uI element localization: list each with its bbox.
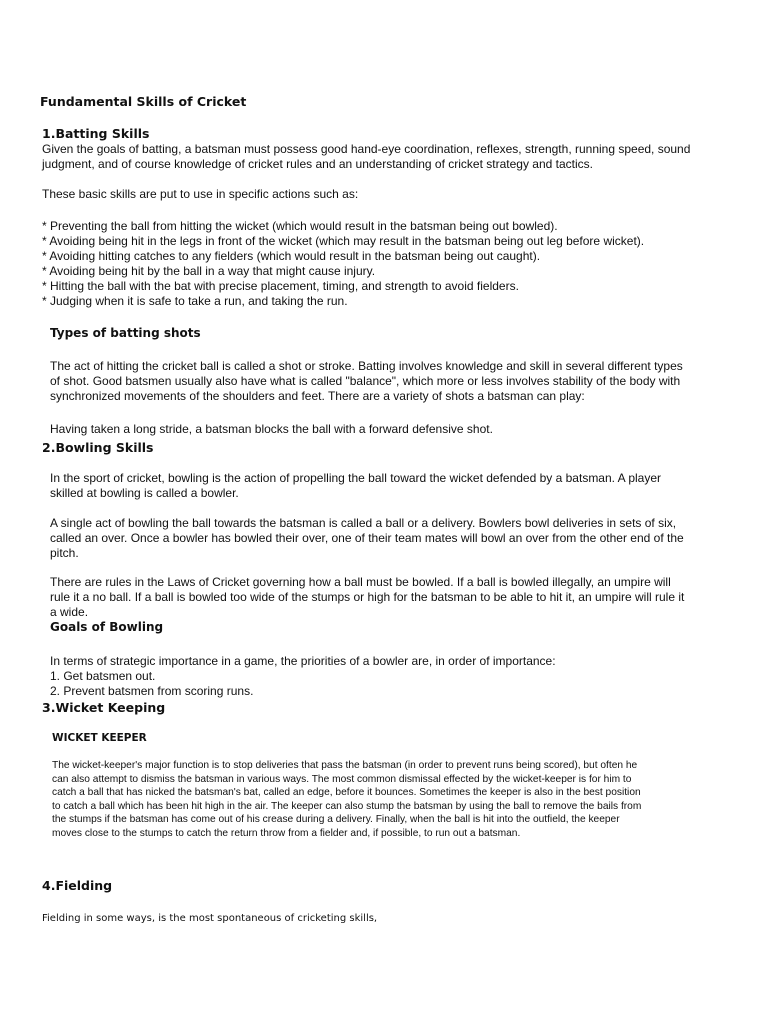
batting-uses-intro: These basic skills are put to use in specific actions such as: (42, 187, 359, 201)
paragraph-line: The wicket-keeper's major function is to stop deliveries that pass the batsman (in order to prevent runs being scored), but often he (52, 760, 638, 771)
list-item: * Avoiding being hit by the ball in a way that might cause injury. (42, 264, 376, 278)
fielding-heading: 4.Fielding (42, 878, 113, 893)
list-item: * Hitting the ball with the bat with precise placement, timing, and strength to avoid fielders. (42, 279, 519, 293)
list-item: * Avoiding being hit in the legs in front of the wicket (which may result in the batsman being out leg before wicket). (42, 234, 645, 248)
paragraph-line: In terms of strategic importance in a game, the priorities of a bowler are, in order of importance: (50, 654, 556, 668)
paragraph-line: moves close to the stumps to catch the return throw from a fielder and, if possible, to run out a batsman. (52, 827, 521, 839)
wicket-keeper-text (52, 759, 641, 840)
batting-heading: 1.Batting Skills (42, 126, 150, 141)
batting-stride-text: Having taken a long stride, a batsman blocks the ball with a forward defensive shot. (50, 422, 493, 436)
batting-shots-text (50, 359, 683, 404)
paragraph-line: There are rules in the Laws of Cricket governing how a ball must be bowled. If a ball is bowled illegally, an umpire will (50, 575, 671, 589)
list-item: * Judging when it is safe to take a run, and taking the run. (42, 294, 348, 308)
batting-actions-list (42, 219, 644, 309)
batting-intro-line: judgment, and of course knowledge of cricket rules and an understanding of cricket strategy and tactics. (42, 157, 593, 171)
bowling-paragraph-1 (50, 471, 661, 501)
list-item: 2. Prevent batsmen from scoring runs. (50, 684, 254, 698)
paragraph-line: of shot. Good batsmen usually also have what is called "balance", which more or less involves stability of the body with (50, 374, 681, 388)
bowling-goals-heading: Goals of Bowling (50, 620, 164, 634)
paragraph-line: skilled at bowling is called a bowler. (50, 486, 239, 500)
bowling-goals (50, 654, 556, 699)
bowling-paragraph-3 (50, 575, 684, 620)
paragraph-line: called an over. Once a bowler has bowled their over, one of their team mates will bowl an over from the other end of the (50, 531, 684, 545)
paragraph-line: a wide. (50, 605, 89, 619)
document-title: Fundamental Skills of Cricket (40, 94, 247, 109)
paragraph-line: catch a ball that has nicked the batsman's bat, called an edge, before it bounces. Sometimes the keeper is also in the best position (52, 787, 641, 798)
fielding-text: Fielding in some ways, is the most spontaneous of cricketing skills, (42, 913, 378, 924)
paragraph-line: to catch a ball which has been hit high in the air. The keeper can also stump the batsman by using the ball to remove the bails from (52, 800, 642, 812)
bowling-paragraph-2 (50, 516, 684, 561)
paragraph-line: synchronized movements of the shoulders and feet. There are a variety of shots a batsman can play: (50, 389, 585, 403)
paragraph-line: A single act of bowling the ball towards the batsman is called a ball or a delivery. Bowlers bowl deliveries in sets of six, (50, 516, 677, 530)
wicket-keeper-subheading: WICKET KEEPER (52, 732, 147, 744)
wicket-keeping-heading: 3.Wicket Keeping (42, 700, 166, 715)
paragraph-line: The act of hitting the cricket ball is called a shot or stroke. Batting involves knowledge and skill in several different types (50, 359, 683, 373)
paragraph-line: rule it a no ball. If a ball is bowled too wide of the stumps or high for the batsman to be able to hit it, an umpire will rule it (50, 590, 685, 604)
paragraph-line: the stumps if the batsman has come out of his crease during a delivery. Finally, when the ball is hit into the outfield, the keeper (52, 814, 620, 825)
list-item: * Preventing the ball from hitting the wicket (which would result in the batsman being out bowled). (42, 219, 558, 233)
bowling-heading: 2.Bowling Skills (42, 440, 154, 455)
list-item: 1. Get batsmen out. (50, 669, 156, 683)
paragraph-line: can also attempt to dismiss the batsman in various ways. The most common dismissal effected by the wicket-keeper is for him to (52, 773, 632, 785)
batting-intro (42, 142, 690, 172)
batting-shots-heading: Types of batting shots (50, 326, 201, 340)
list-item: * Avoiding hitting catches to any fielders (which would result in the batsman being out caught). (42, 249, 541, 263)
paragraph-line: In the sport of cricket, bowling is the action of propelling the ball toward the wicket defended by a batsman. A player (50, 471, 662, 485)
batting-intro-line: Given the goals of batting, a batsman must possess good hand-eye coordination, reflexes, strength, running speed, sound (42, 142, 691, 156)
paragraph-line: pitch. (50, 546, 79, 560)
